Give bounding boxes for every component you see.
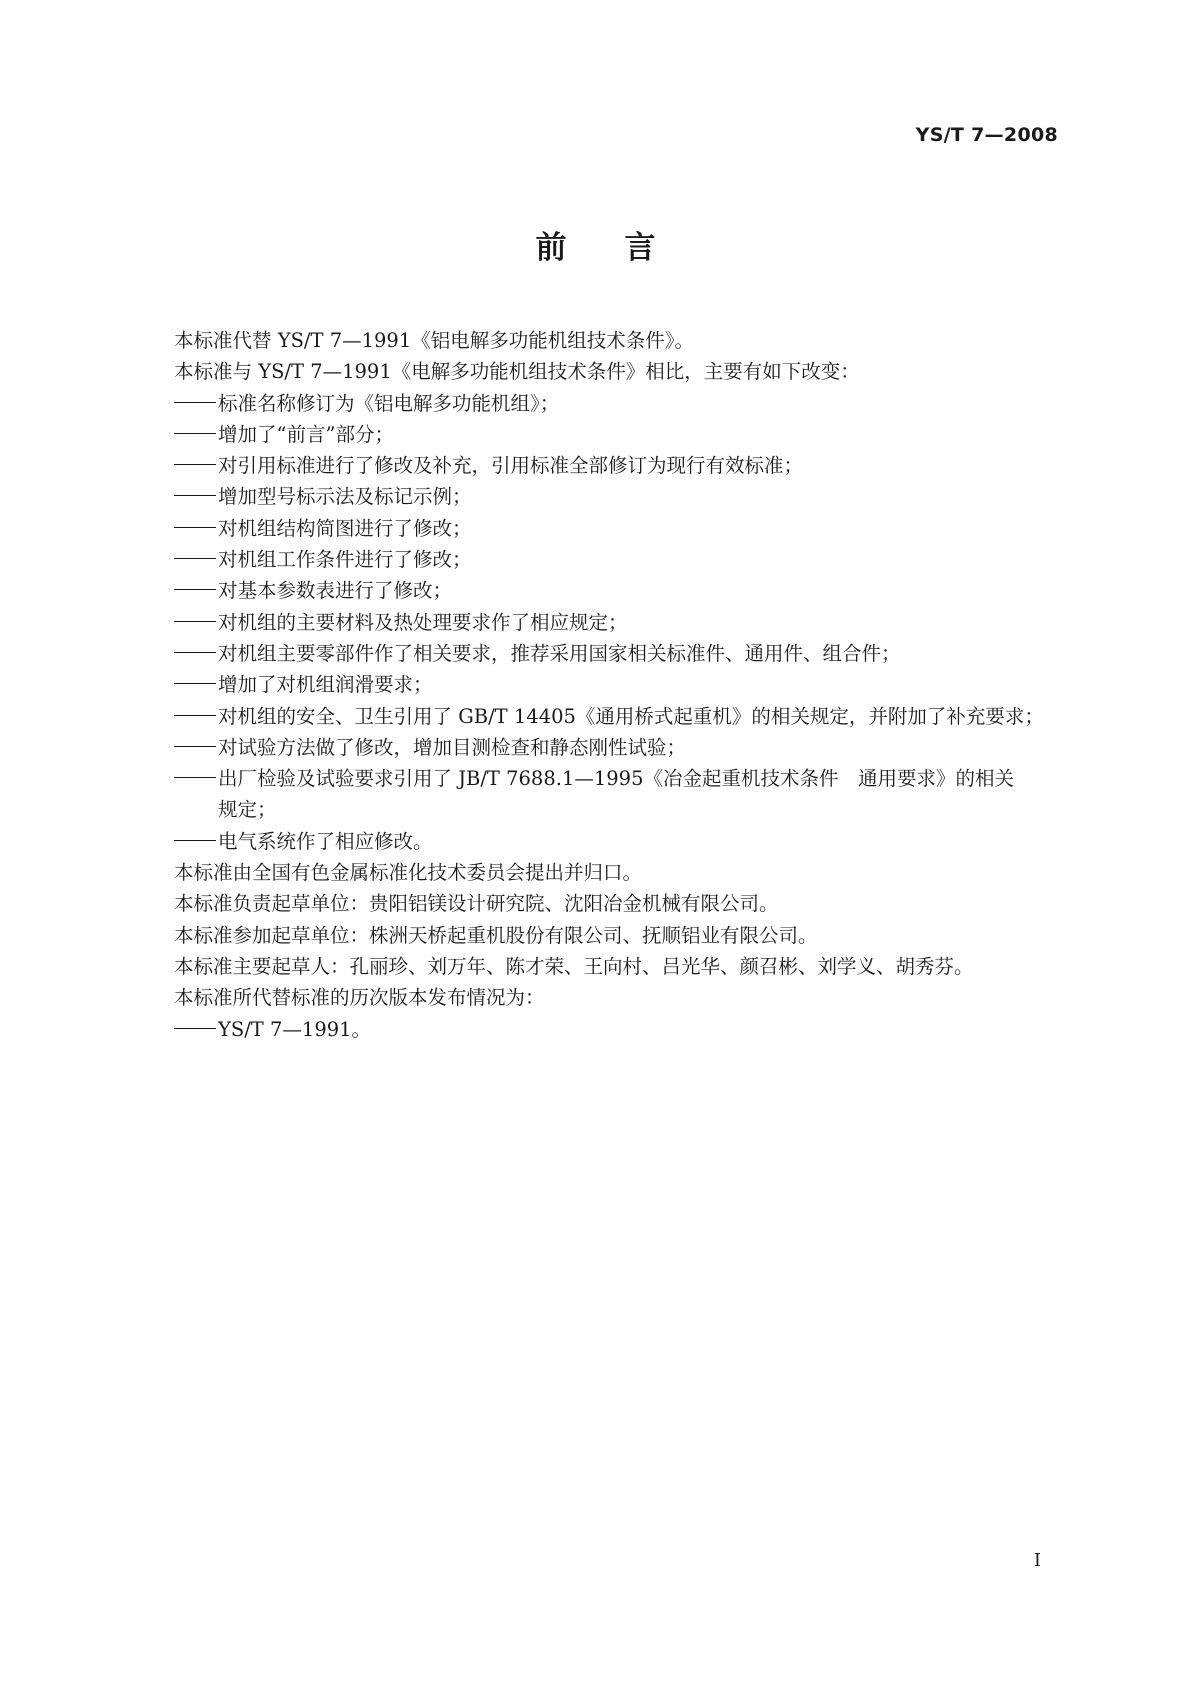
dash-mark — [174, 746, 216, 747]
dash-mark — [174, 495, 216, 496]
change-item: 对机组结构简图进行了修改； — [174, 513, 1054, 544]
paragraph-changes-intro: 本标准与 YS/T 7—1991《电解多功能机组技术条件》相比，主要有如下改变： — [174, 360, 860, 384]
dash-mark — [174, 558, 216, 559]
change-item: 对试验方法做了修改，增加目测检查和静态刚性试验； — [174, 732, 1054, 763]
change-item-long: 出厂检验及试验要求引用了 JB/T 7688.1—1995《冶金起重机技术条件 通用要求》的相关 规定； — [174, 763, 1054, 826]
dash-mark — [174, 621, 216, 622]
dash-mark — [174, 1028, 216, 1029]
change-item: 电气系统作了相应修改。 — [174, 826, 1054, 857]
paragraph-proposed-by: 本标准由全国有色金属标准化技术委员会提出并归口。 — [174, 861, 643, 885]
page-title — [0, 222, 1191, 267]
paragraph-main-drafters: 本标准主要起草人：孔丽珍、刘万年、陈才荣、王向村、吕光华、颜召彬、刘学义、胡秀芬。 — [174, 954, 974, 978]
dash-mark — [174, 464, 216, 465]
change-item: 对基本参数表进行了修改； — [174, 575, 1054, 606]
dash-mark — [174, 683, 216, 684]
page-number: I — [1033, 1550, 1041, 1571]
change-item: 对机组工作条件进行了修改； — [174, 544, 1054, 575]
change-item: 对机组的主要材料及热处理要求作了相应规定； — [174, 607, 1054, 638]
title-char-1: 前 — [535, 230, 567, 266]
dash-mark — [174, 652, 216, 653]
foreword-body — [174, 325, 1054, 1045]
dash-mark — [174, 527, 216, 528]
dash-mark — [174, 715, 216, 716]
change-item: 对引用标准进行了修改及补充，引用标准全部修订为现行有效标准； — [174, 450, 1054, 481]
paragraph-participating-drafters: 本标准参加起草单位：株洲天桥起重机股份有限公司、抚顺铝业有限公司。 — [174, 923, 818, 947]
title-char-2: 言 — [624, 230, 656, 266]
change-item: 对机组主要零部件作了相关要求，推荐采用国家相关标准件、通用件、组合件； — [174, 638, 1054, 669]
change-item-continuation: 规定； — [218, 798, 277, 822]
change-item: 增加型号标示法及标记示例； — [174, 481, 1054, 512]
dash-mark — [174, 589, 216, 590]
change-item: 对机组的安全、卫生引用了 GB/T 14405《通用桥式起重机》的相关规定，并附加了补充要求； — [174, 701, 1054, 732]
standard-number: YS/T 7—2008 — [915, 124, 1058, 146]
paragraph-replaces: 本标准代替 YS/T 7—1991《铝电解多功能机组技术条件》。 — [174, 329, 694, 352]
change-item: 标准名称修订为《铝电解多功能机组》； — [174, 388, 1054, 419]
paragraph-history-intro: 本标准所代替标准的历次版本发布情况为： — [174, 986, 545, 1010]
change-item: 增加了对机组润滑要求； — [174, 669, 1054, 700]
paragraph-responsible-drafters: 本标准负责起草单位：贵阳铝镁设计研究院、沈阳冶金机械有限公司。 — [174, 892, 779, 916]
dash-mark — [174, 777, 216, 778]
dash-mark — [174, 840, 216, 841]
dash-mark — [174, 402, 216, 403]
dash-mark — [174, 433, 216, 434]
history-item: YS/T 7—1991。 — [174, 1014, 1054, 1045]
change-item: 增加了“前言”部分； — [174, 419, 1054, 450]
